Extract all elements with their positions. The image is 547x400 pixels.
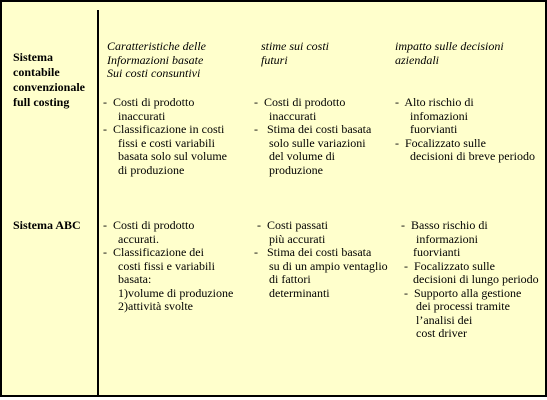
header-impatto-decisioni: impatto sulle decisioni aziendali (395, 39, 504, 67)
full-costing-stime-cell: - Costi di prodotto inaccurati - Stima dei costi basata solo sulle variazioni del volume di produzione (254, 95, 372, 177)
abc-informazioni-cell: - Costi di prodotto accurati. - Classificazione dei costi fissi e variabili basata: 1)volume di produzione 2)attività svolte (103, 218, 234, 313)
abc-stime-cell: - Costi passati più accurati - Stima dei costi basata su di un ampio ventaglio di fattori determinanti (254, 218, 388, 300)
column-divider (97, 10, 99, 395)
header-stime-costi-futuri: stime sui costi futuri (261, 39, 329, 67)
row-label-abc: Sistema ABC (13, 218, 81, 232)
row-label-full-costing: Sistema contabile convenzionale full costing (13, 50, 85, 109)
header-informazioni-consuntivi: Caratteristiche delle Informazioni basate Sui costi consuntivi (107, 39, 206, 80)
full-costing-impatto-cell: - Alto rischio di infomazioni fuorvianti - Focalizzato sulle decisioni di breve periodo (395, 95, 535, 163)
abc-impatto-cell: - Basso rischio di informazioni fuorvianti - Focalizzato sulle decisioni di lungo periodo - Supporto alla gestione dei processi tramite l’analisi dei cost driver (401, 218, 539, 340)
full-costing-informazioni-cell: - Costi di prodotto inaccurati - Classificazione in costi fissi e costi variabili basata solo sul volume di produzione (103, 95, 227, 177)
